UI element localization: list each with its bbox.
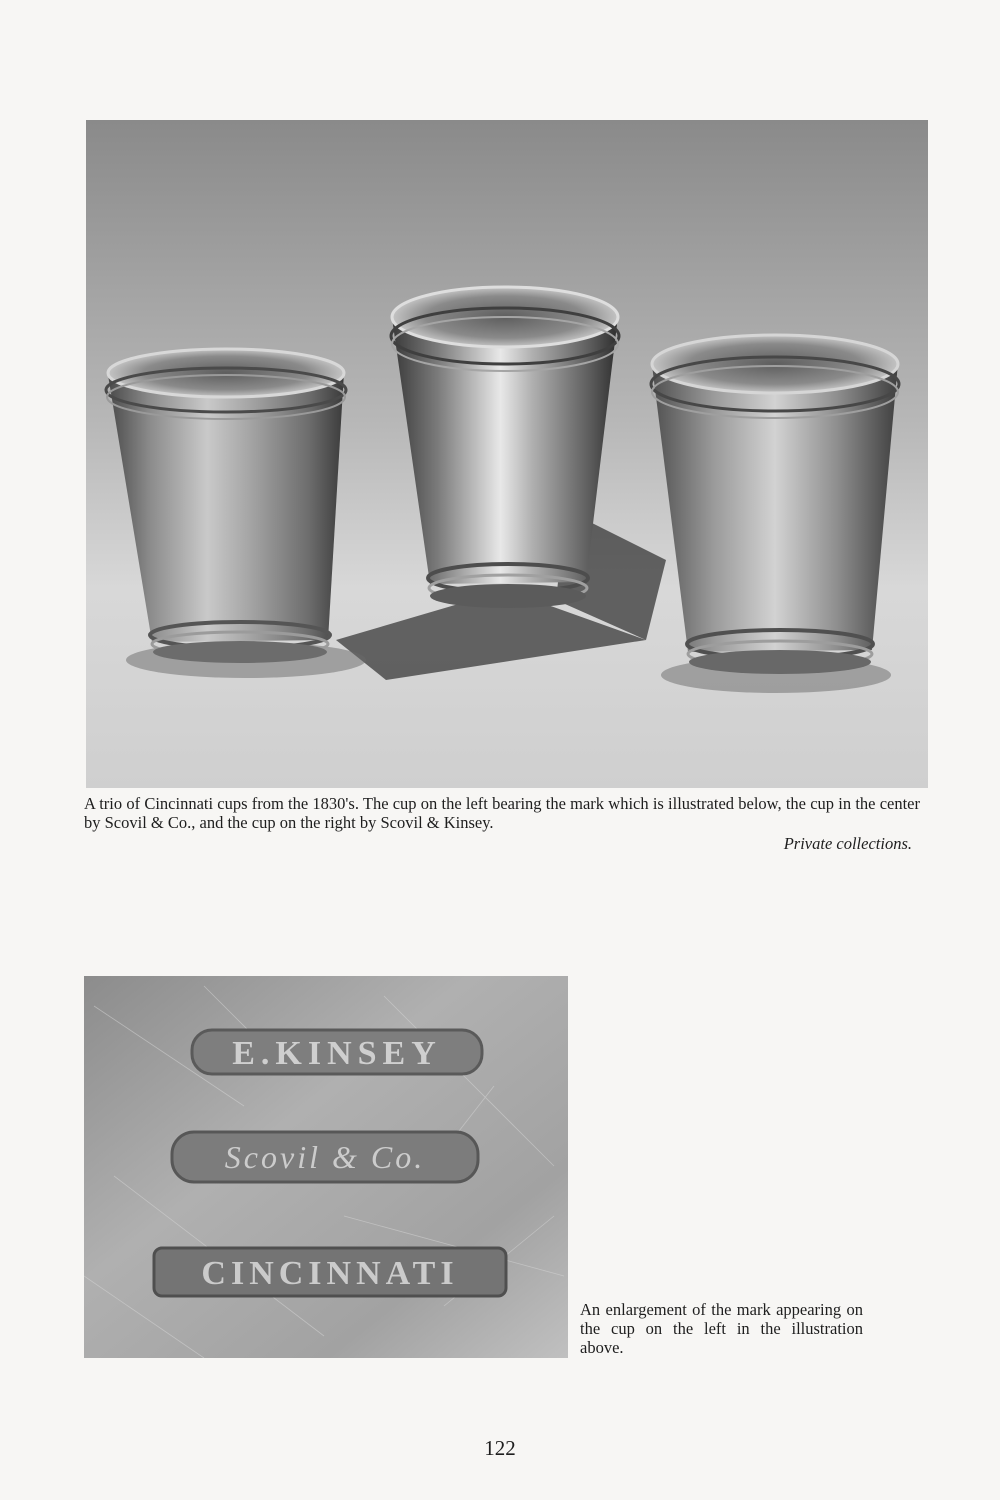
stamp-cincinnati: CINCINNATI	[201, 1255, 459, 1292]
cups-photograph	[86, 120, 928, 788]
cups-photograph-caption: A trio of Cincinnati cups from the 1830's. The cup on the left bearing the mark which is illustrated below, the cup in the center by Scovil & Co., and the cup on the right by Scovil & Kinsey.	[84, 794, 920, 832]
mark-enlargement-caption: An enlargement of the mark appearing on the cup on the left in the illustration above.	[580, 1300, 863, 1357]
stamp-kinsey: E.KINSEY	[232, 1035, 442, 1072]
stamp-scovil: Scovil & Co.	[224, 1139, 426, 1175]
page-number: 122	[484, 1436, 516, 1460]
photo-credit: Private collections.	[783, 834, 912, 853]
mark-enlargement-photograph	[84, 976, 568, 1358]
